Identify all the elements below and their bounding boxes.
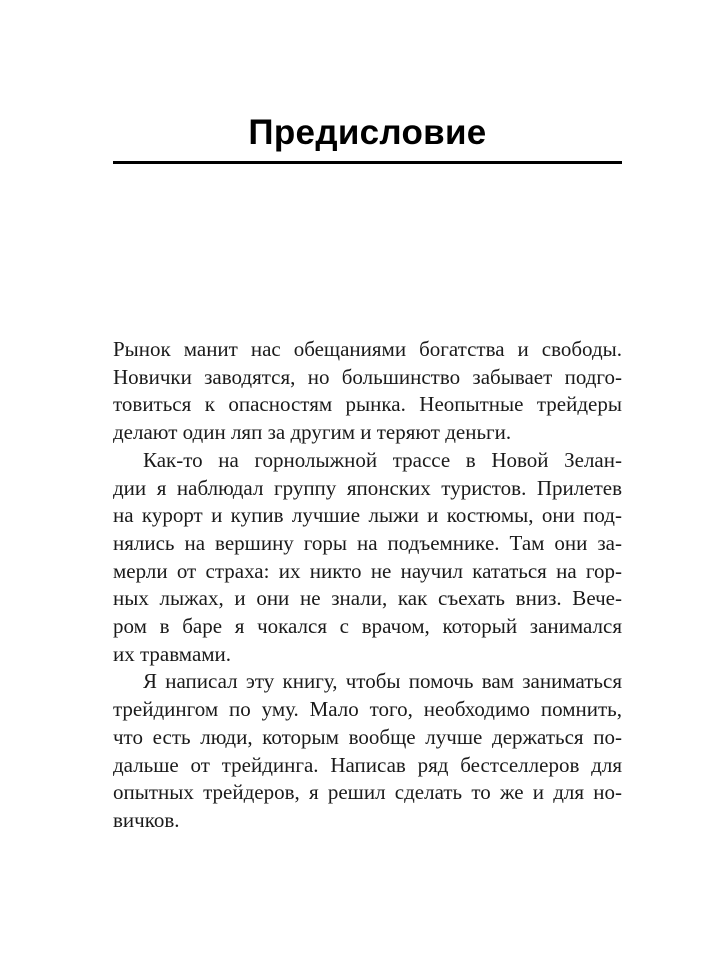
text-line: Рынок манит нас обещаниями богатства и свободы.: [113, 337, 622, 361]
text-line: Я написал эту книгу, чтобы помочь вам заниматься: [143, 669, 622, 694]
title-rule-divider: [113, 161, 622, 164]
text-line: дии я наблюдал группу японских туристов. Прилетев: [113, 475, 622, 500]
text-line: мерли от страха: их никто не научил кататься на гор-: [113, 558, 622, 583]
text-line: ных лыжах, и они не знали, как съехать вниз. Вече-: [113, 586, 622, 611]
text-line: их травмами.: [113, 641, 232, 666]
text-line: трейдингом по уму. Мало того, необходимо помнить,: [113, 697, 622, 722]
text-line: вичков.: [113, 807, 180, 832]
paragraph: [113, 447, 622, 669]
text-line: на курорт и купив лучшие лыжи и костюмы, они под-: [113, 503, 622, 528]
text-line: дальше от трейдинга. Написав ряд бестселлеров для: [113, 752, 622, 777]
chapter-title: Предисловие: [248, 113, 487, 152]
text-line: что есть люди, которым вообще лучше держаться по-: [113, 724, 622, 749]
page-content: [113, 0, 622, 835]
paragraph: [113, 668, 622, 834]
body-text: [113, 336, 622, 835]
text-line: ром в баре я чокался с врачом, который занимался: [113, 614, 622, 639]
text-line: нялись на вершину горы на подъемнике. Там они за-: [113, 530, 622, 555]
text-line: делают один ляп за другим и теряют деньги.: [113, 420, 512, 445]
paragraph: [113, 336, 622, 447]
text-line: товиться к опасностям рынка. Неопытные трейдеры: [113, 392, 622, 417]
text-line: опытных трейдеров, я решил сделать то же и для но-: [113, 780, 622, 805]
text-line: Новички заводятся, но большинство забывает подго-: [113, 364, 622, 389]
text-line: Как-то на горнолыжной трассе в Новой Зелан-: [143, 447, 622, 472]
